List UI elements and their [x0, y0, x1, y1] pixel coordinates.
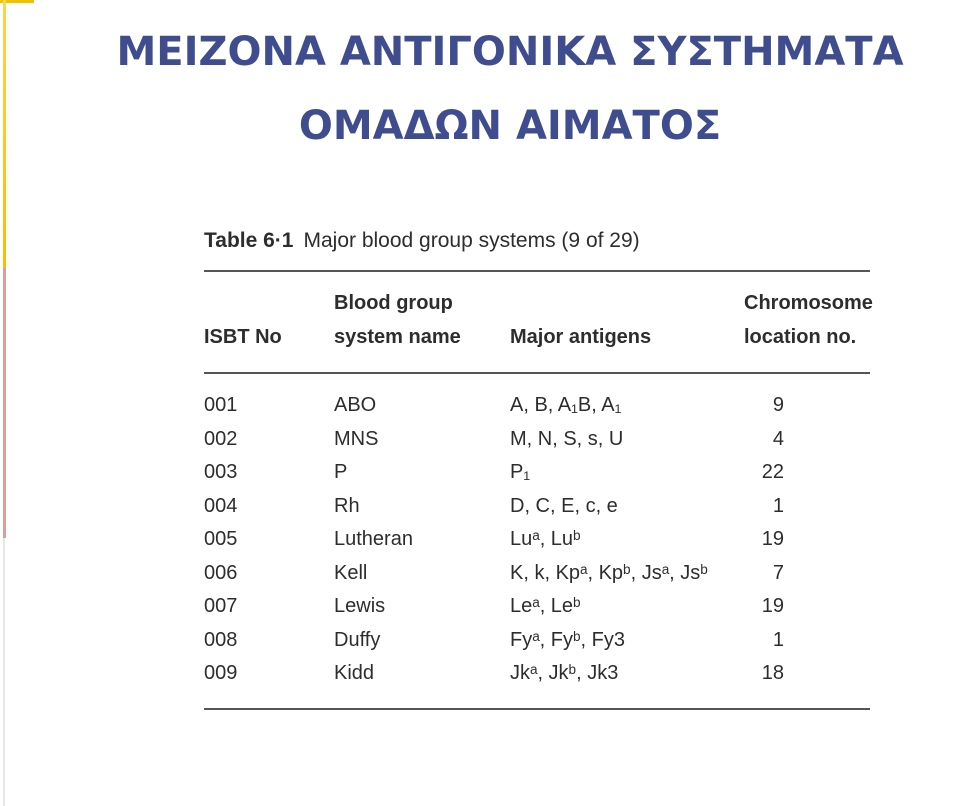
- header-system-name-line1: Blood group: [334, 292, 453, 314]
- cell-antigens: D, C, E, c, e: [510, 494, 618, 517]
- table-row: [204, 558, 870, 592]
- cell-chromosome: 22: [761, 461, 784, 483]
- cell-antigens: P₁: [510, 461, 531, 483]
- header-chromosome-line2: location no.: [744, 326, 857, 348]
- table-rule-bottom: [204, 708, 870, 710]
- cell-isbt: 006: [204, 561, 238, 584]
- cell-isbt: 001: [204, 394, 238, 416]
- cell-chromosome: 18: [761, 662, 784, 684]
- header-major-antigens: [510, 320, 651, 354]
- table-caption: [204, 226, 870, 256]
- slide-title-line1: ΜΕΙΖΟΝΑ ΑΝΤΙΓΟΝΙΚΑ ΣΥΣΤΗΜΑΤΑ: [116, 29, 904, 75]
- cell-antigens: Fyᵃ, Fyᵇ, Fy3: [510, 628, 625, 651]
- cell-chromosome: 19: [761, 528, 784, 550]
- cell-chromosome: 9: [772, 394, 784, 416]
- cell-chromosome: 4: [772, 427, 784, 450]
- table-row: [204, 524, 870, 558]
- cell-chromosome: 1: [772, 494, 784, 517]
- cell-system-name: P: [334, 461, 348, 483]
- table-caption-label: Table 6·1: [204, 229, 294, 252]
- cell-system-name: Lewis: [334, 595, 386, 617]
- cell-isbt: 008: [204, 628, 238, 651]
- cell-isbt: 004: [204, 494, 238, 517]
- table-row: [204, 658, 870, 692]
- cell-isbt: 003: [204, 461, 238, 483]
- cell-isbt: 002: [204, 427, 238, 450]
- header-system-name: [334, 286, 461, 354]
- cell-system-name: Duffy: [334, 628, 381, 651]
- cell-antigens: A, B, A₁B, A₁: [510, 394, 622, 416]
- cell-chromosome: 1: [772, 628, 784, 651]
- cell-isbt: 009: [204, 662, 238, 684]
- cell-antigens: M, N, S, s, U: [510, 427, 624, 450]
- cell-antigens: Luᵃ, Luᵇ: [510, 528, 581, 550]
- cell-system-name: MNS: [334, 427, 379, 450]
- header-major-antigens-label: Major antigens: [510, 326, 652, 348]
- slide-accent-left-grey: [3, 538, 5, 806]
- table-row: [204, 457, 870, 491]
- table-row: [204, 491, 870, 525]
- cell-system-name: Kell: [334, 561, 368, 584]
- table-row: [204, 424, 870, 458]
- cell-antigens: K, k, Kpᵃ, Kpᵇ, Jsᵃ, Jsᵇ: [510, 561, 708, 584]
- table-row: [204, 591, 870, 625]
- table-header: [204, 272, 873, 372]
- slide-title-line2: ΟΜΑΔΩΝ ΑΙΜΑΤΟΣ: [298, 103, 722, 149]
- cell-system-name: ABO: [334, 394, 377, 416]
- header-isbt-label: ISBT No: [204, 326, 282, 348]
- slide-accent-left-red: [3, 268, 6, 538]
- table-row: [204, 390, 870, 424]
- cell-system-name: Rh: [334, 494, 360, 517]
- cell-system-name: Kidd: [334, 662, 375, 684]
- cell-system-name: Lutheran: [334, 528, 413, 550]
- header-system-name-line2: system name: [334, 326, 461, 348]
- cell-antigens: Leᵃ, Leᵇ: [510, 595, 581, 617]
- cell-chromosome: 19: [761, 595, 784, 617]
- cell-isbt: 005: [204, 528, 238, 550]
- header-isbt: [204, 320, 282, 354]
- cell-chromosome: 7: [772, 561, 784, 584]
- slide-accent-left: [3, 0, 6, 268]
- header-chromosome-line1: Chromosome: [744, 292, 873, 314]
- cell-isbt: 007: [204, 595, 238, 617]
- cell-antigens: Jkᵃ, Jkᵇ, Jk3: [510, 662, 619, 684]
- table-body: [204, 374, 870, 692]
- blood-group-table: [204, 226, 873, 710]
- table-caption-text: Major blood group systems (9 of 29): [303, 229, 640, 252]
- header-chromosome: [744, 286, 873, 354]
- table-row: [204, 625, 870, 659]
